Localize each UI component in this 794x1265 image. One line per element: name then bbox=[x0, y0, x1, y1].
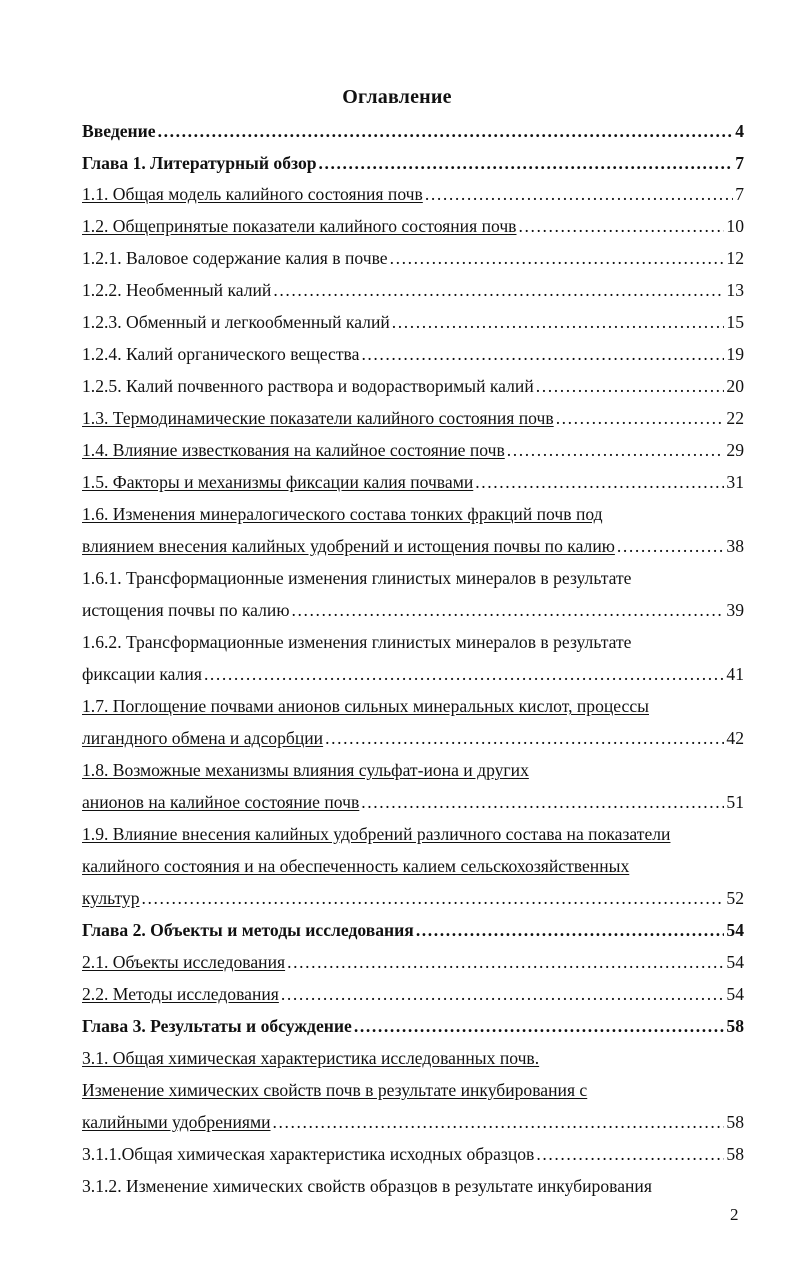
toc-entry-page: 10 bbox=[726, 216, 744, 236]
toc-entry-page: 39 bbox=[726, 600, 744, 620]
dot-leader bbox=[158, 120, 734, 142]
toc-entry-page: 29 bbox=[726, 440, 744, 460]
toc-entry-chapter-3[interactable] bbox=[82, 1015, 744, 1037]
toc-entry-title: 1.2.3. Обменный и легкообменный калий bbox=[82, 312, 390, 332]
toc-entry-1-5[interactable] bbox=[82, 471, 744, 493]
toc-entry-title: 1.2.5. Калий почвенного раствора и водорастворимый калий bbox=[82, 376, 534, 396]
toc-entry-title: 1.1. Общая модель калийного состояния почв bbox=[82, 184, 423, 204]
toc-entry-3-1-2[interactable]: 3.1.2. Изменение химических свойств образцов в результате инкубирования bbox=[82, 1176, 652, 1196]
toc-entry-1-2-5[interactable] bbox=[82, 375, 744, 397]
toc-entry-1-6[interactable] bbox=[82, 535, 744, 557]
toc-entry-title: 1.2.2. Необменный калий bbox=[82, 280, 272, 300]
dot-leader bbox=[281, 983, 725, 1005]
toc-entry-title: Глава 3. Результаты и обсуждение bbox=[82, 1016, 352, 1036]
dot-leader bbox=[416, 919, 725, 941]
toc-entry-title: 2.2. Методы исследования bbox=[82, 984, 279, 1004]
toc-entry-1-4[interactable] bbox=[82, 439, 744, 461]
toc-entry-title: Введение bbox=[82, 121, 156, 141]
dot-leader bbox=[507, 439, 725, 461]
page-number: 2 bbox=[730, 1205, 739, 1224]
dot-leader bbox=[425, 183, 733, 205]
dot-leader bbox=[536, 1143, 724, 1165]
toc-entry-1-7[interactable] bbox=[82, 727, 744, 749]
dot-leader bbox=[475, 471, 724, 493]
toc-entry-page: 58 bbox=[726, 1144, 744, 1164]
toc-entry-1-2-2[interactable] bbox=[82, 279, 744, 301]
toc-entry-1-2-4[interactable] bbox=[82, 343, 744, 365]
toc-entry-1-6-2[interactable] bbox=[82, 663, 744, 685]
toc-entry-page: 7 bbox=[735, 153, 744, 173]
toc-entry-page: 12 bbox=[726, 248, 744, 268]
dot-leader bbox=[390, 247, 725, 269]
toc-entry-page: 7 bbox=[735, 184, 744, 204]
dot-leader bbox=[392, 311, 725, 333]
toc-entry-title: Глава 2. Объекты и методы исследования bbox=[82, 920, 414, 940]
toc-entry-page: 54 bbox=[726, 984, 744, 1004]
toc-entry-page: 19 bbox=[726, 344, 744, 364]
dot-leader bbox=[519, 215, 725, 237]
toc-entry-3-1-1[interactable] bbox=[82, 1143, 744, 1165]
toc-entry-title: 1.5. Факторы и механизмы фиксации калия почвами bbox=[82, 472, 474, 492]
toc-entry-page: 4 bbox=[735, 121, 744, 141]
toc-entry-page: 20 bbox=[726, 376, 744, 396]
toc-entry-1-9[interactable] bbox=[82, 887, 744, 909]
dot-leader bbox=[361, 791, 724, 813]
toc-entry-page: 52 bbox=[726, 888, 744, 908]
toc-entry-1-8-first-line[interactable]: 1.8. Возможные механизмы влияния сульфат-иона и других bbox=[82, 760, 529, 780]
toc-entry-1-3[interactable] bbox=[82, 407, 744, 429]
toc-entry-1-9-first-line[interactable]: 1.9. Влияние внесения калийных удобрений различного состава на показатели bbox=[82, 824, 671, 844]
toc-entry-1-6-1[interactable] bbox=[82, 599, 744, 621]
toc-entry-page: 41 bbox=[726, 664, 744, 684]
toc-entry-title: истощения почвы по калию bbox=[82, 600, 290, 620]
toc-entry-1-2-3[interactable] bbox=[82, 311, 744, 333]
toc-entry-introduction[interactable] bbox=[82, 120, 744, 142]
toc-entry-page: 38 bbox=[726, 536, 744, 556]
dot-leader bbox=[556, 407, 725, 429]
toc-entry-title: 3.1.1.Общая химическая характеристика исходных образцов bbox=[82, 1144, 535, 1164]
dot-leader bbox=[142, 887, 725, 909]
toc-entry-title: фиксации калия bbox=[82, 664, 202, 684]
toc-entry-1-2[interactable] bbox=[82, 215, 744, 237]
toc-entry-chapter-1[interactable] bbox=[82, 152, 744, 174]
toc-entry-page: 58 bbox=[726, 1016, 744, 1036]
dot-leader bbox=[273, 279, 724, 301]
toc-entry-1-6-first-line[interactable]: 1.6. Изменения минералогического состава тонких фракций почв под bbox=[82, 504, 603, 524]
toc-entry-title: 2.1. Объекты исследования bbox=[82, 952, 286, 972]
toc-entry-2-1[interactable] bbox=[82, 951, 744, 973]
toc-entry-chapter-2[interactable] bbox=[82, 919, 744, 941]
toc-entry-page: 31 bbox=[726, 472, 744, 492]
toc-entry-title: влиянием внесения калийных удобрений и истощения почвы по калию bbox=[82, 536, 615, 556]
toc-entry-title: 1.3. Термодинамические показатели калийного состояния почв bbox=[82, 408, 554, 428]
dot-leader bbox=[273, 1111, 725, 1133]
toc-entry-title: 1.2.1. Валовое содержание калия в почве bbox=[82, 248, 388, 268]
toc-entry-page: 54 bbox=[726, 920, 744, 940]
toc-entry-title: калийными удобрениями bbox=[82, 1112, 271, 1132]
toc-entry-1-7-first-line[interactable]: 1.7. Поглощение почвами анионов сильных минеральных кислот, процессы bbox=[82, 696, 649, 716]
toc-entry-1-6-1-first-line[interactable]: 1.6.1. Трансформационные изменения глинистых минералов в результате bbox=[82, 568, 632, 588]
toc-entry-1-9-second-line[interactable]: калийного состояния и на обеспеченность калием сельскохозяйственных bbox=[82, 856, 630, 876]
toc-entry-title: 1.2. Общепринятые показатели калийного состояния почв bbox=[82, 216, 517, 236]
toc-entry-title: 1.4. Влияние известкования на калийное состояние почв bbox=[82, 440, 505, 460]
toc-entry-3-1[interactable] bbox=[82, 1111, 744, 1133]
toc-entry-3-1-second-line[interactable]: Изменение химических свойств почв в результате инкубирования с bbox=[82, 1080, 588, 1100]
dot-leader bbox=[617, 535, 725, 557]
toc-entry-page: 15 bbox=[726, 312, 744, 332]
dot-leader bbox=[204, 663, 724, 685]
toc-entry-page: 54 bbox=[726, 952, 744, 972]
dot-leader bbox=[319, 152, 734, 174]
toc-entry-page: 42 bbox=[726, 728, 744, 748]
toc-entry-title: анионов на калийное состояние почв bbox=[82, 792, 360, 812]
toc-entry-1-2-1[interactable] bbox=[82, 247, 744, 269]
dot-leader bbox=[361, 343, 724, 365]
toc-entry-page: 13 bbox=[726, 280, 744, 300]
toc-entry-page: 22 bbox=[726, 408, 744, 428]
toc-entry-title: культур bbox=[82, 888, 140, 908]
toc-entry-1-6-2-first-line[interactable]: 1.6.2. Трансформационные изменения глинистых минералов в результате bbox=[82, 632, 632, 652]
toc-entry-title: Глава 1. Литературный обзор bbox=[82, 153, 317, 173]
toc-entry-1-8[interactable] bbox=[82, 791, 744, 813]
toc-entry-page: 51 bbox=[726, 792, 744, 812]
page-title: Оглавление bbox=[342, 86, 452, 108]
dot-leader bbox=[291, 599, 724, 621]
dot-leader bbox=[354, 1015, 725, 1037]
dot-leader bbox=[287, 951, 724, 973]
toc-entry-1-1[interactable] bbox=[82, 183, 744, 205]
toc-entry-title: 1.2.4. Калий органического вещества bbox=[82, 344, 360, 364]
toc-entry-2-2[interactable] bbox=[82, 983, 744, 1005]
toc-entry-title: лигандного обмена и адсорбции bbox=[82, 728, 324, 748]
dot-leader bbox=[536, 375, 725, 397]
toc-entry-3-1-first-line[interactable]: 3.1. Общая химическая характеристика исследованных почв. bbox=[82, 1048, 540, 1068]
dot-leader bbox=[325, 727, 724, 749]
toc-entry-page: 58 bbox=[726, 1112, 744, 1132]
